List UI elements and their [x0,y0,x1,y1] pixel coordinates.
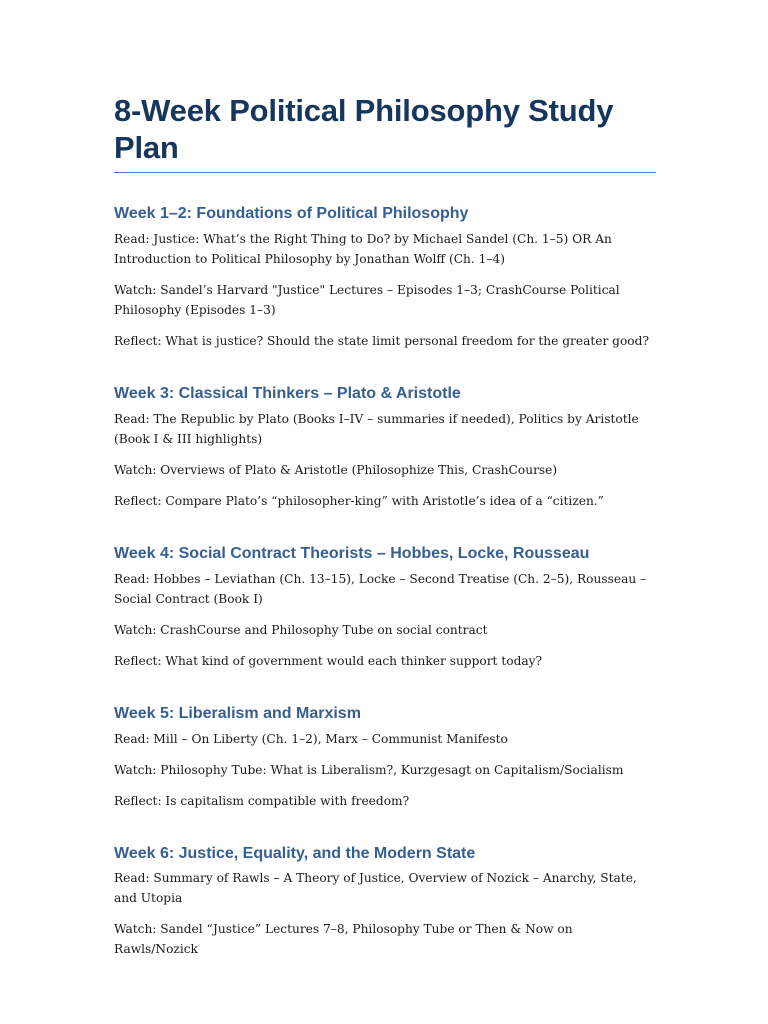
document-page [114,92,656,959]
watch-paragraph: Watch: Overviews of Plato & Aristotle (Philosophize This, CrashCourse) [114,462,558,477]
read-paragraph: Read: Mill – On Liberty (Ch. 1–2), Marx – Communist Manifesto [114,731,508,746]
section-heading: Week 1–2: Foundations of Political Philosophy [114,205,469,223]
section-week-6 [114,844,656,960]
reflect-paragraph: Reflect: What is justice? Should the state limit personal freedom for the greater good? [114,334,649,349]
section-heading: Week 6: Justice, Equality, and the Modern State [114,844,476,862]
watch-paragraph: Watch: Sandel “Justice” Lectures 7–8, Philosophy Tube or Then & Now on Rawls/Nozick [114,922,573,957]
read-paragraph: Read: The Republic by Plato (Books I–IV – summaries if needed), Politics by Aristotle (Book I & III highlights) [114,411,639,446]
section-heading: Week 5: Liberalism and Marxism [114,704,361,722]
section-week-5 [114,704,656,811]
section-week-1-2 [114,204,656,351]
section-week-3 [114,384,656,511]
watch-paragraph: Watch: CrashCourse and Philosophy Tube on social contract [114,622,488,637]
read-paragraph: Read: Hobbes – Leviathan (Ch. 13–15), Locke – Second Treatise (Ch. 2–5), Rousseau – Social Contract (Book I) [114,571,647,606]
reflect-paragraph: Reflect: Is capitalism compatible with freedom? [114,793,410,808]
watch-paragraph: Watch: Philosophy Tube: What is Liberalism?, Kurzgesagt on Capitalism/Socialism [114,762,624,777]
watch-paragraph: Watch: Sandel’s Harvard "Justice" Lectures – Episodes 1–3; CrashCourse Political Philosophy (Episodes 1–3) [114,283,620,318]
section-heading: Week 3: Classical Thinkers – Plato & Aristotle [114,385,461,403]
document-title: 8-Week Political Philosophy Study Plan [114,92,656,173]
read-paragraph: Read: Summary of Rawls – A Theory of Justice, Overview of Nozick – Anarchy, State, and Utopia [114,871,637,906]
read-paragraph: Read: Justice: What’s the Right Thing to Do? by Michael Sandel (Ch. 1–5) OR An Introduction to Political Philosophy by Jonathan Wolff (Ch. 1–4) [114,232,612,267]
section-week-4 [114,544,656,671]
reflect-paragraph: Reflect: Compare Plato’s “philosopher-king” with Aristotle’s idea of a “citizen.” [114,493,604,508]
reflect-paragraph: Reflect: What kind of government would each thinker support today? [114,653,543,668]
section-heading: Week 4: Social Contract Theorists – Hobbes, Locke, Rousseau [114,544,590,562]
